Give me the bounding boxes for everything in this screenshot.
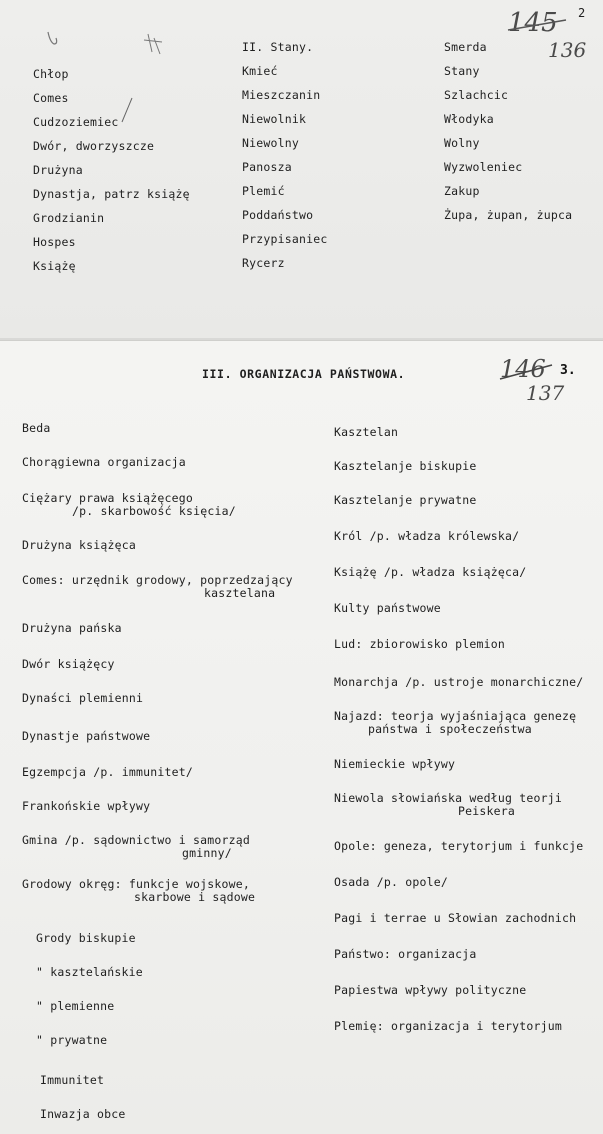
- index-entry: Gmina /p. sądownictwo i samorząd: [22, 833, 250, 847]
- index-entry: Niewola słowiańska według teorji: [334, 791, 562, 805]
- index-entry: Rycerz: [242, 256, 285, 270]
- index-entry: Dynastje państwowe: [22, 729, 151, 743]
- index-entry: Egzempcja /p. immunitet/: [22, 765, 193, 779]
- index-entry: Papiestwa wpływy polityczne: [334, 983, 527, 997]
- index-entry: Kasztelan: [334, 425, 399, 439]
- index-entry: Najazd: teorja wyjaśniająca genezę: [334, 709, 577, 723]
- index-entry: Drużyna książęca: [22, 538, 136, 552]
- index-entry-continuation: Peiskera: [458, 804, 515, 818]
- index-entry: Beda: [22, 421, 51, 435]
- index-entry: Ciężary prawa książęcego: [22, 491, 193, 505]
- index-entry: Zakup: [444, 184, 480, 198]
- index-entry: Książę /p. władza książęca/: [334, 565, 527, 579]
- page-number: 3.: [560, 363, 576, 378]
- index-entry: Przypisaniec: [242, 232, 328, 246]
- index-entry: " plemienne: [36, 999, 115, 1013]
- index-entry: Stany: [444, 64, 480, 78]
- index-entry: Kulty państwowe: [334, 601, 441, 615]
- index-entry: Frankońskie wpływy: [22, 799, 151, 813]
- index-entry: Grodowy okręg: funkcje wojskowe,: [22, 877, 250, 891]
- index-entry: Chorągiewna organizacja: [22, 455, 186, 469]
- strike-through-mark: [506, 14, 570, 38]
- handwritten-number-struck: 146: [500, 355, 546, 383]
- index-sheet-2: [0, 0, 603, 338]
- index-entry: Książę: [33, 259, 76, 273]
- pencil-scribble-mark: [40, 28, 180, 58]
- pencil-tick-mark: [118, 96, 138, 126]
- index-entry-continuation: gminny/: [182, 846, 232, 860]
- index-entry: Hospes: [33, 235, 76, 249]
- index-entry: Monarchja /p. ustroje monarchiczne/: [334, 675, 584, 689]
- index-entry: Drużyna pańska: [22, 621, 122, 635]
- index-entry-continuation: /p. skarbowość księcia/: [72, 504, 236, 518]
- handwritten-number: 137: [526, 381, 565, 405]
- index-entry: Panosza: [242, 160, 292, 174]
- handwritten-number-struck: 145: [508, 8, 558, 38]
- index-entry: Żupa, żupan, żupca: [444, 208, 573, 222]
- section-title: III. ORGANIZACJA PAŃSTWOWA.: [202, 367, 406, 381]
- index-entry: Kasztelanje prywatne: [334, 493, 477, 507]
- index-entry-continuation: skarbowe i sądowe: [134, 890, 256, 904]
- index-entry: Chłop: [33, 67, 69, 81]
- index-entry: Pagi i terrae u Słowian zachodnich: [334, 911, 577, 925]
- section-heading: II. Stany.: [242, 40, 314, 54]
- index-entry: Mieszczanin: [242, 88, 321, 102]
- index-entry: Szlachcic: [444, 88, 509, 102]
- index-entry-continuation: państwa i społeczeństwa: [368, 722, 532, 736]
- index-entry: " prywatne: [36, 1033, 108, 1047]
- index-entry: Wyzwoleniec: [444, 160, 523, 174]
- index-entry: Król /p. władza królewska/: [334, 529, 520, 543]
- index-entry: Smerda: [444, 40, 487, 54]
- index-entry: Opole: geneza, terytorjum i funkcje: [334, 839, 584, 853]
- index-entry: Comes: urzędnik grodowy, poprzedzający: [22, 573, 293, 587]
- index-entry: Kasztelanje biskupie: [334, 459, 477, 473]
- index-entry: Niewolny: [242, 136, 299, 150]
- index-entry: Drużyna: [33, 163, 83, 177]
- index-entry: Cudzoziemiec: [33, 115, 119, 129]
- index-entry: Dwór książęcy: [22, 657, 115, 671]
- index-entry: Niemieckie wpływy: [334, 757, 456, 771]
- index-entry: Immunitet: [40, 1073, 105, 1087]
- index-entry: Państwo: organizacja: [334, 947, 477, 961]
- index-entry: Kmieć: [242, 64, 278, 78]
- handwritten-number: 136: [548, 38, 587, 62]
- index-entry: Osada /p. opole/: [334, 875, 448, 889]
- index-entry: Plemić: [242, 184, 285, 198]
- index-entry-continuation: kasztelana: [204, 586, 276, 600]
- index-entry: Inwazja obce: [40, 1107, 126, 1121]
- index-entry: Dwór, dworzyszcze: [33, 139, 155, 153]
- index-entry: Poddaństwo: [242, 208, 314, 222]
- index-entry: Dynaści plemienni: [22, 691, 144, 705]
- index-entry: " kasztelańskie: [36, 965, 143, 979]
- index-entry: Plemię: organizacja i terytorjum: [334, 1019, 562, 1033]
- index-entry: Niewolnik: [242, 112, 307, 126]
- page-number: 2: [578, 6, 586, 20]
- index-entry: Włodyka: [444, 112, 494, 126]
- index-entry: Comes: [33, 91, 69, 105]
- index-entry: Wolny: [444, 136, 480, 150]
- index-entry: Grody biskupie: [36, 931, 136, 945]
- index-sheet-3: [0, 340, 603, 1134]
- index-entry: Lud: zbiorowisko plemion: [334, 637, 505, 651]
- index-entry: Grodzianin: [33, 211, 105, 225]
- index-entry: Dynastja, patrz książę: [33, 187, 190, 201]
